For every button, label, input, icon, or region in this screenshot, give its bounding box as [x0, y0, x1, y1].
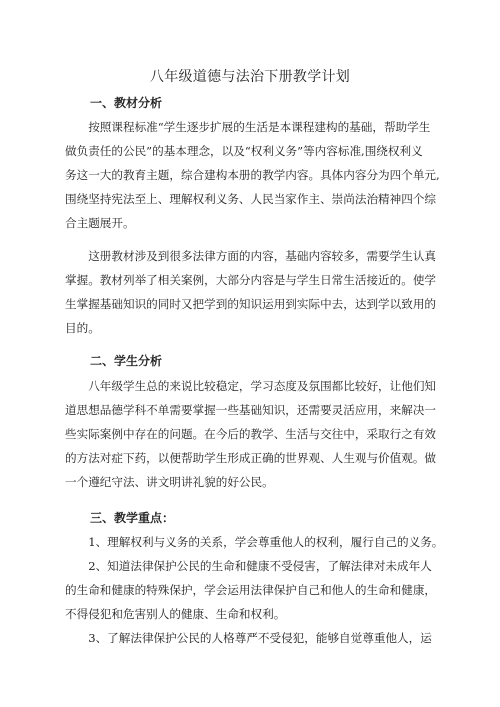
- paragraph-student-analysis: [65, 374, 443, 494]
- text-line: 围绕坚持宪法至上、理解权利义务、人民当家作主、崇尚法治精神四个综: [65, 192, 437, 207]
- text-line: 的方法对症下药，以便帮助学生形成正确的世界观、人生观与价值观。做: [65, 451, 437, 466]
- text-line: 不得侵犯和危害别人的健康、生命和权利。: [65, 607, 286, 622]
- text-line: 掌握。教材列举了相关案例，大部分内容是与学生日常生活接近的。使学: [65, 273, 437, 288]
- text-line: 2、知道法律保护公民的生命和健康不受侵害，了解法律对未成年人: [65, 559, 432, 574]
- text-line: 道思想品德学科不单需要掌握一些基础知识，还需要灵活应用，来解决一: [65, 403, 437, 418]
- text-line: 1、理解权利与义务的关系，学会尊重他人的权利，履行自己的义务。: [65, 535, 443, 549]
- text-line: 按照课程标准“学生逐步扩展的生活是本课程建构的基础，帮助学生: [65, 120, 431, 134]
- text-line: 务这一大的教育主题，综合建构本册的教学内容。具体内容分为四个单元,: [65, 168, 440, 183]
- paragraph-textbook-analysis-2: [65, 244, 443, 340]
- text-line: 目的。: [65, 321, 100, 336]
- text-line: 生掌握基础知识的同时又把学到的知识运用到实际中去，达到学以致用的: [65, 297, 437, 312]
- document-title: 八年级道德与法治下册教学计划: [149, 69, 351, 85]
- text-line: 3、了解法律保护公民的人格尊严不受侵犯，能够自觉尊重他人，运: [65, 631, 432, 646]
- section-heading-student-analysis: 二、学生分析: [90, 354, 163, 368]
- text-line: 的生命和健康的特殊保护，学会运用法律保护自己和他人的生命和健康，: [65, 583, 437, 598]
- text-line: 八年级学生总的来说比较稳定，学习态度及氛围都比较好，让他们知: [65, 379, 437, 393]
- text-line: 这册教材涉及到很多法律方面的内容，基础内容较多，需要学生认真: [65, 249, 437, 263]
- paragraph-textbook-analysis-1: [65, 115, 443, 235]
- section-heading-teaching-focus: 三、教学重点：: [90, 511, 175, 525]
- text-line: 合主题展开。: [65, 216, 135, 231]
- text-line: 些实际案例中存在的问题。在今后的教学、生活与交往中，采取行之有效: [65, 427, 437, 442]
- text-line: 做负责任的公民”的基本理念，以及“权利义务”等内容标准,围绕权利义: [65, 144, 423, 159]
- paragraph-teaching-focus: [65, 530, 443, 650]
- section-heading-textbook-analysis: 一、教材分析: [90, 96, 163, 110]
- text-line: 一个遵纪守法、讲文明讲礼貌的好公民。: [65, 475, 274, 490]
